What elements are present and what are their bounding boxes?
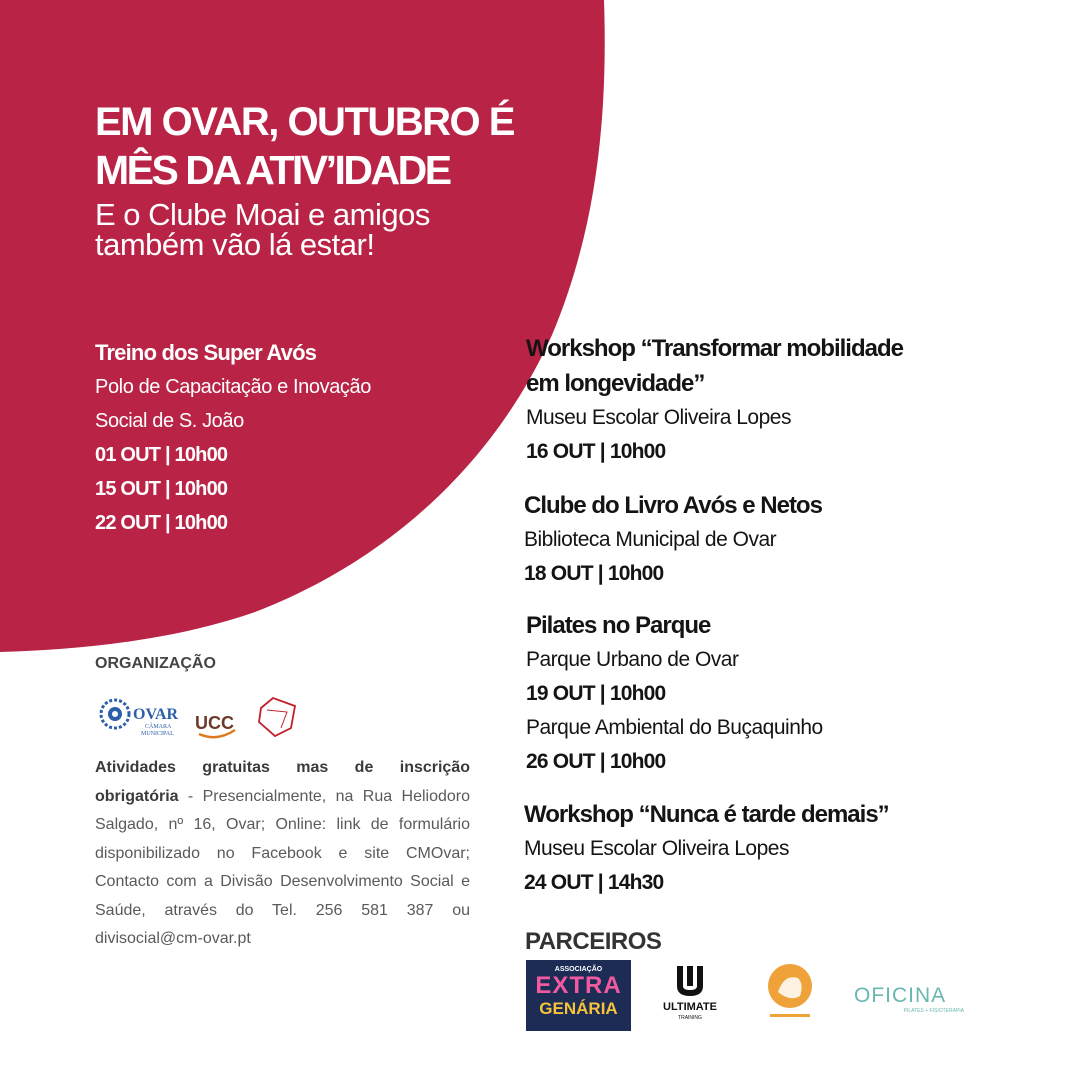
- event-place: Museu Escolar Oliveira Lopes: [526, 406, 791, 429]
- hero-line-2: MÊS DA ATIV’IDADE: [95, 147, 450, 193]
- organizacao-heading: ORGANIZAÇÃO: [95, 655, 216, 672]
- hero-subline-a: E o Clube Moai e amigos: [95, 197, 430, 232]
- event-place: Polo de Capacitação e Inovação: [95, 376, 371, 398]
- event-place: Parque Urbano de Ovar: [526, 648, 739, 671]
- event-title-cont: em longevidade”: [526, 370, 705, 397]
- hero-heading: [95, 98, 514, 260]
- event-title: Clube do Livro Avós e Netos: [524, 492, 822, 519]
- event-title: Workshop “Transformar mobilidade: [526, 335, 903, 362]
- event-date: 16 OUT | 10h00: [526, 440, 666, 463]
- info-text: - Presencialmente, na Rua Heliodoro Salgado, nº 16, Ovar; Online: link de formulário disponibilizado no Facebook e site CMOvar; Contacto com a Divisão Desenvolvimento Social e Saúde, através do Tel. 256 581 387 ou divisocial@cm-ovar.pt: [95, 787, 470, 947]
- event-place: Museu Escolar Oliveira Lopes: [524, 837, 789, 860]
- dona-logo-icon: [760, 962, 820, 1024]
- event-date: 24 OUT | 14h30: [524, 871, 664, 894]
- ovar-logo: [101, 700, 129, 728]
- event-place: Biblioteca Municipal de Ovar: [524, 528, 777, 551]
- organizacao-logos: [95, 692, 335, 742]
- svg-text:OFICINA: OFICINA: [854, 984, 947, 1007]
- event-date: 19 OUT | 10h00: [526, 682, 666, 705]
- event-clube-livro: [524, 488, 822, 591]
- event-place: Parque Ambiental do Buçaquinho: [526, 716, 823, 739]
- ultimate-training-logo: [655, 962, 725, 1024]
- oficina-logo: [852, 980, 967, 1016]
- event-workshop-nunca: [524, 797, 889, 900]
- event-date: 22 OUT | 10h00: [95, 512, 228, 534]
- event-pilates: [526, 608, 823, 779]
- svg-text:CÂMARA: CÂMARA: [145, 724, 172, 730]
- svg-text:MUNICIPAL: MUNICIPAL: [141, 731, 174, 737]
- svg-text:ULTIMATE: ULTIMATE: [663, 1001, 717, 1013]
- event-title: Pilates no Parque: [526, 612, 711, 639]
- hero-subline-b: também vão lá estar!: [95, 227, 375, 262]
- event-treino: [95, 336, 371, 540]
- svg-text:PILATES + FISIOTERAPIA: PILATES + FISIOTERAPIA: [903, 1008, 964, 1014]
- extrageneria-logo: ASSOCIAÇÃO EXTRA GENÁRIA: [526, 960, 631, 1031]
- red-outline-logo-icon: [259, 698, 295, 736]
- info-bold: Atividades gratuitas mas de inscrição obrigatória: [95, 759, 470, 805]
- event-workshop-mobilidade: [526, 331, 903, 469]
- event-date: 18 OUT | 10h00: [524, 562, 664, 585]
- event-title: Treino dos Super Avós: [95, 340, 317, 365]
- ovar-logo-text: OVAR: [133, 706, 179, 723]
- event-title: Workshop “Nunca é tarde demais”: [524, 801, 889, 828]
- hero-line-1: EM OVAR, OUTUBRO É: [95, 100, 514, 144]
- event-date: 26 OUT | 10h00: [526, 750, 666, 773]
- parceiros-heading: PARCEIROS: [525, 928, 662, 955]
- event-place: Social de S. João: [95, 410, 244, 432]
- event-date: 01 OUT | 10h00: [95, 444, 228, 466]
- hero-line-3: [95, 197, 514, 262]
- info-paragraph: [95, 754, 470, 954]
- svg-text:TRAINING: TRAINING: [678, 1015, 702, 1021]
- ucc-logo: UCC: [195, 713, 234, 733]
- event-date: 15 OUT | 10h00: [95, 478, 228, 500]
